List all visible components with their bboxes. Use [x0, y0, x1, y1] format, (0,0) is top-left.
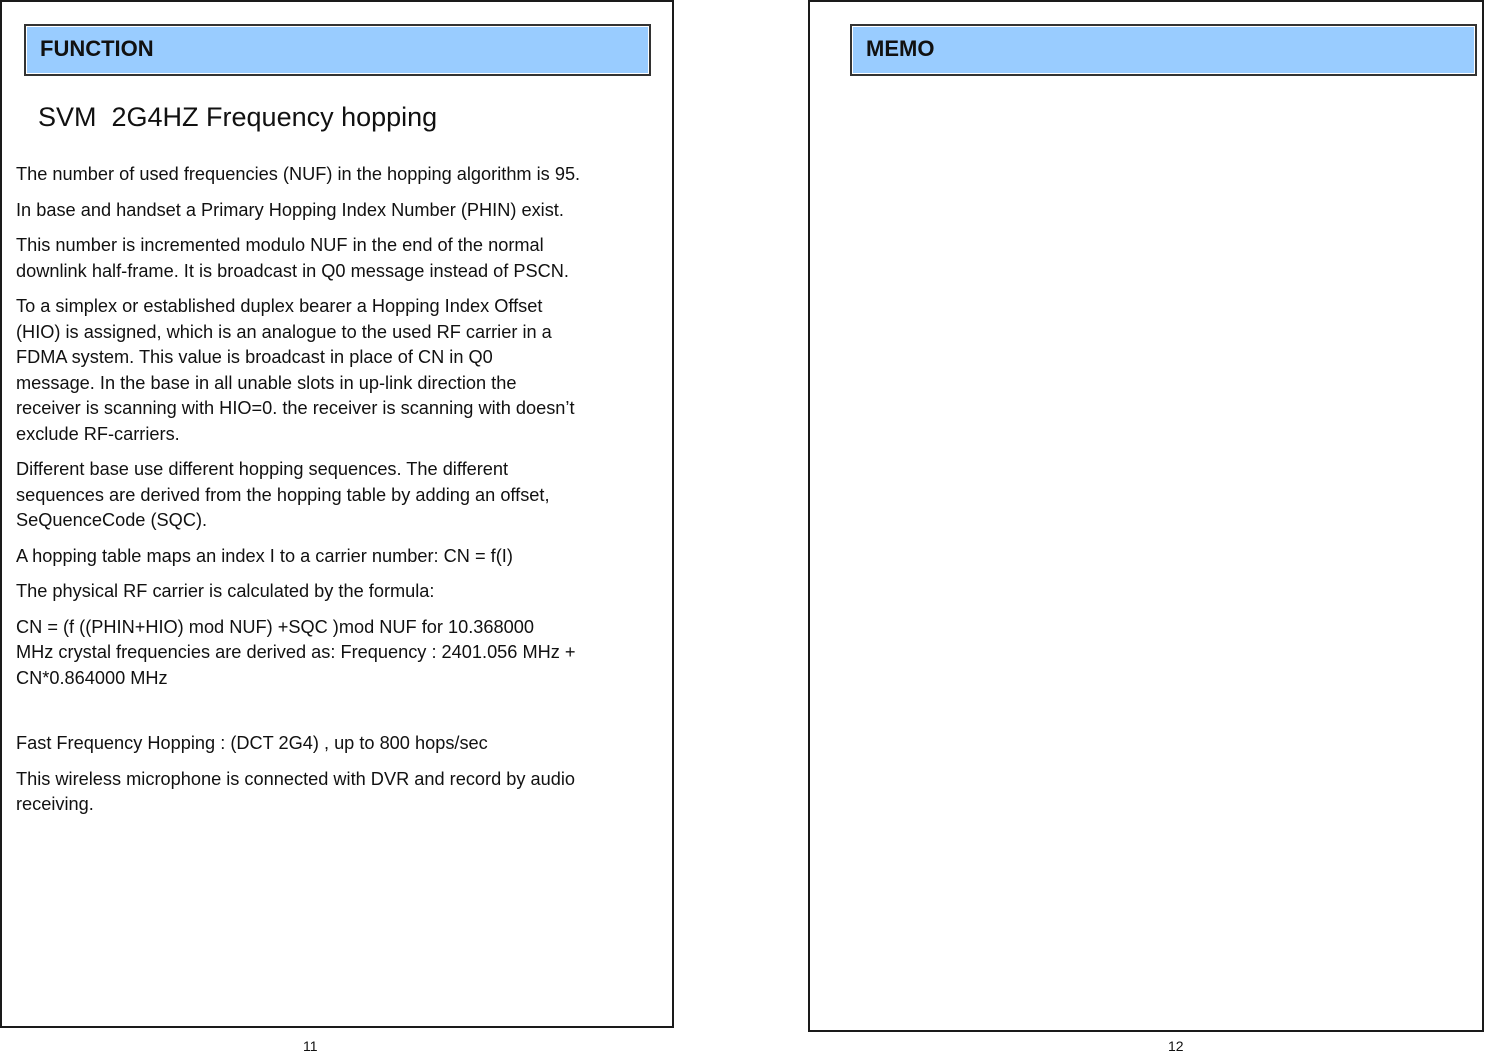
memo-header: MEMO [850, 24, 1477, 76]
body-text [16, 162, 666, 828]
page-number-left: 11 [303, 1038, 318, 1054]
paragraph-hio: To a simplex or established duplex bearer a Hopping Index Offset (HIO) is assigned, which is an analogue to the used RF carrier in a FDMA system. This value is broadcast in place of CN in Q0 message. In the base in all unable slots in up-link direction the receiver is scanning with HIO=0. the receiver is scanning with doesn’t exclude RF-carriers. [16, 296, 575, 444]
paragraph-sequences: Different base use different hopping sequences. The different sequences are derived from the hopping table by adding an offset, SeQuenceCode (SQC). [16, 459, 550, 530]
paragraph-formula: CN = (f ((PHIN+HIO) mod NUF) +SQC )mod NUF for 10.368000 MHz crystal frequencies are derived as: Frequency : 2401.056 MHz + CN*0.864000 MHz [16, 616, 576, 688]
paragraph-hopping-table: A hopping table maps an index I to a carrier number: CN = f(I) [16, 545, 513, 566]
paragraph-phin: In base and handset a Primary Hopping Index Number (PHIN) exist. [16, 199, 564, 220]
page-number-right: 12 [1168, 1038, 1184, 1054]
paragraph-modulo: This number is incremented modulo NUF in the end of the normal downlink half-frame. It is broadcast in Q0 message instead of PSCN. [16, 235, 569, 281]
function-header: FUNCTION [24, 24, 651, 76]
paragraph-microphone: This wireless microphone is connected with DVR and record by audio receiving. [16, 768, 576, 814]
page-right [808, 0, 1484, 1032]
page-left [0, 0, 674, 1028]
page-title: SVM 2G4HZ Frequency hopping [38, 102, 438, 132]
paragraph-formula-intro: The physical RF carrier is calculated by the formula: [16, 581, 435, 601]
paragraph-nuf: The number of used frequencies (NUF) in the hopping algorithm is 95. [16, 164, 581, 184]
paragraph-fast-hopping: Fast Frequency Hopping : (DCT 2G4) , up to 800 hops/sec [16, 733, 488, 753]
